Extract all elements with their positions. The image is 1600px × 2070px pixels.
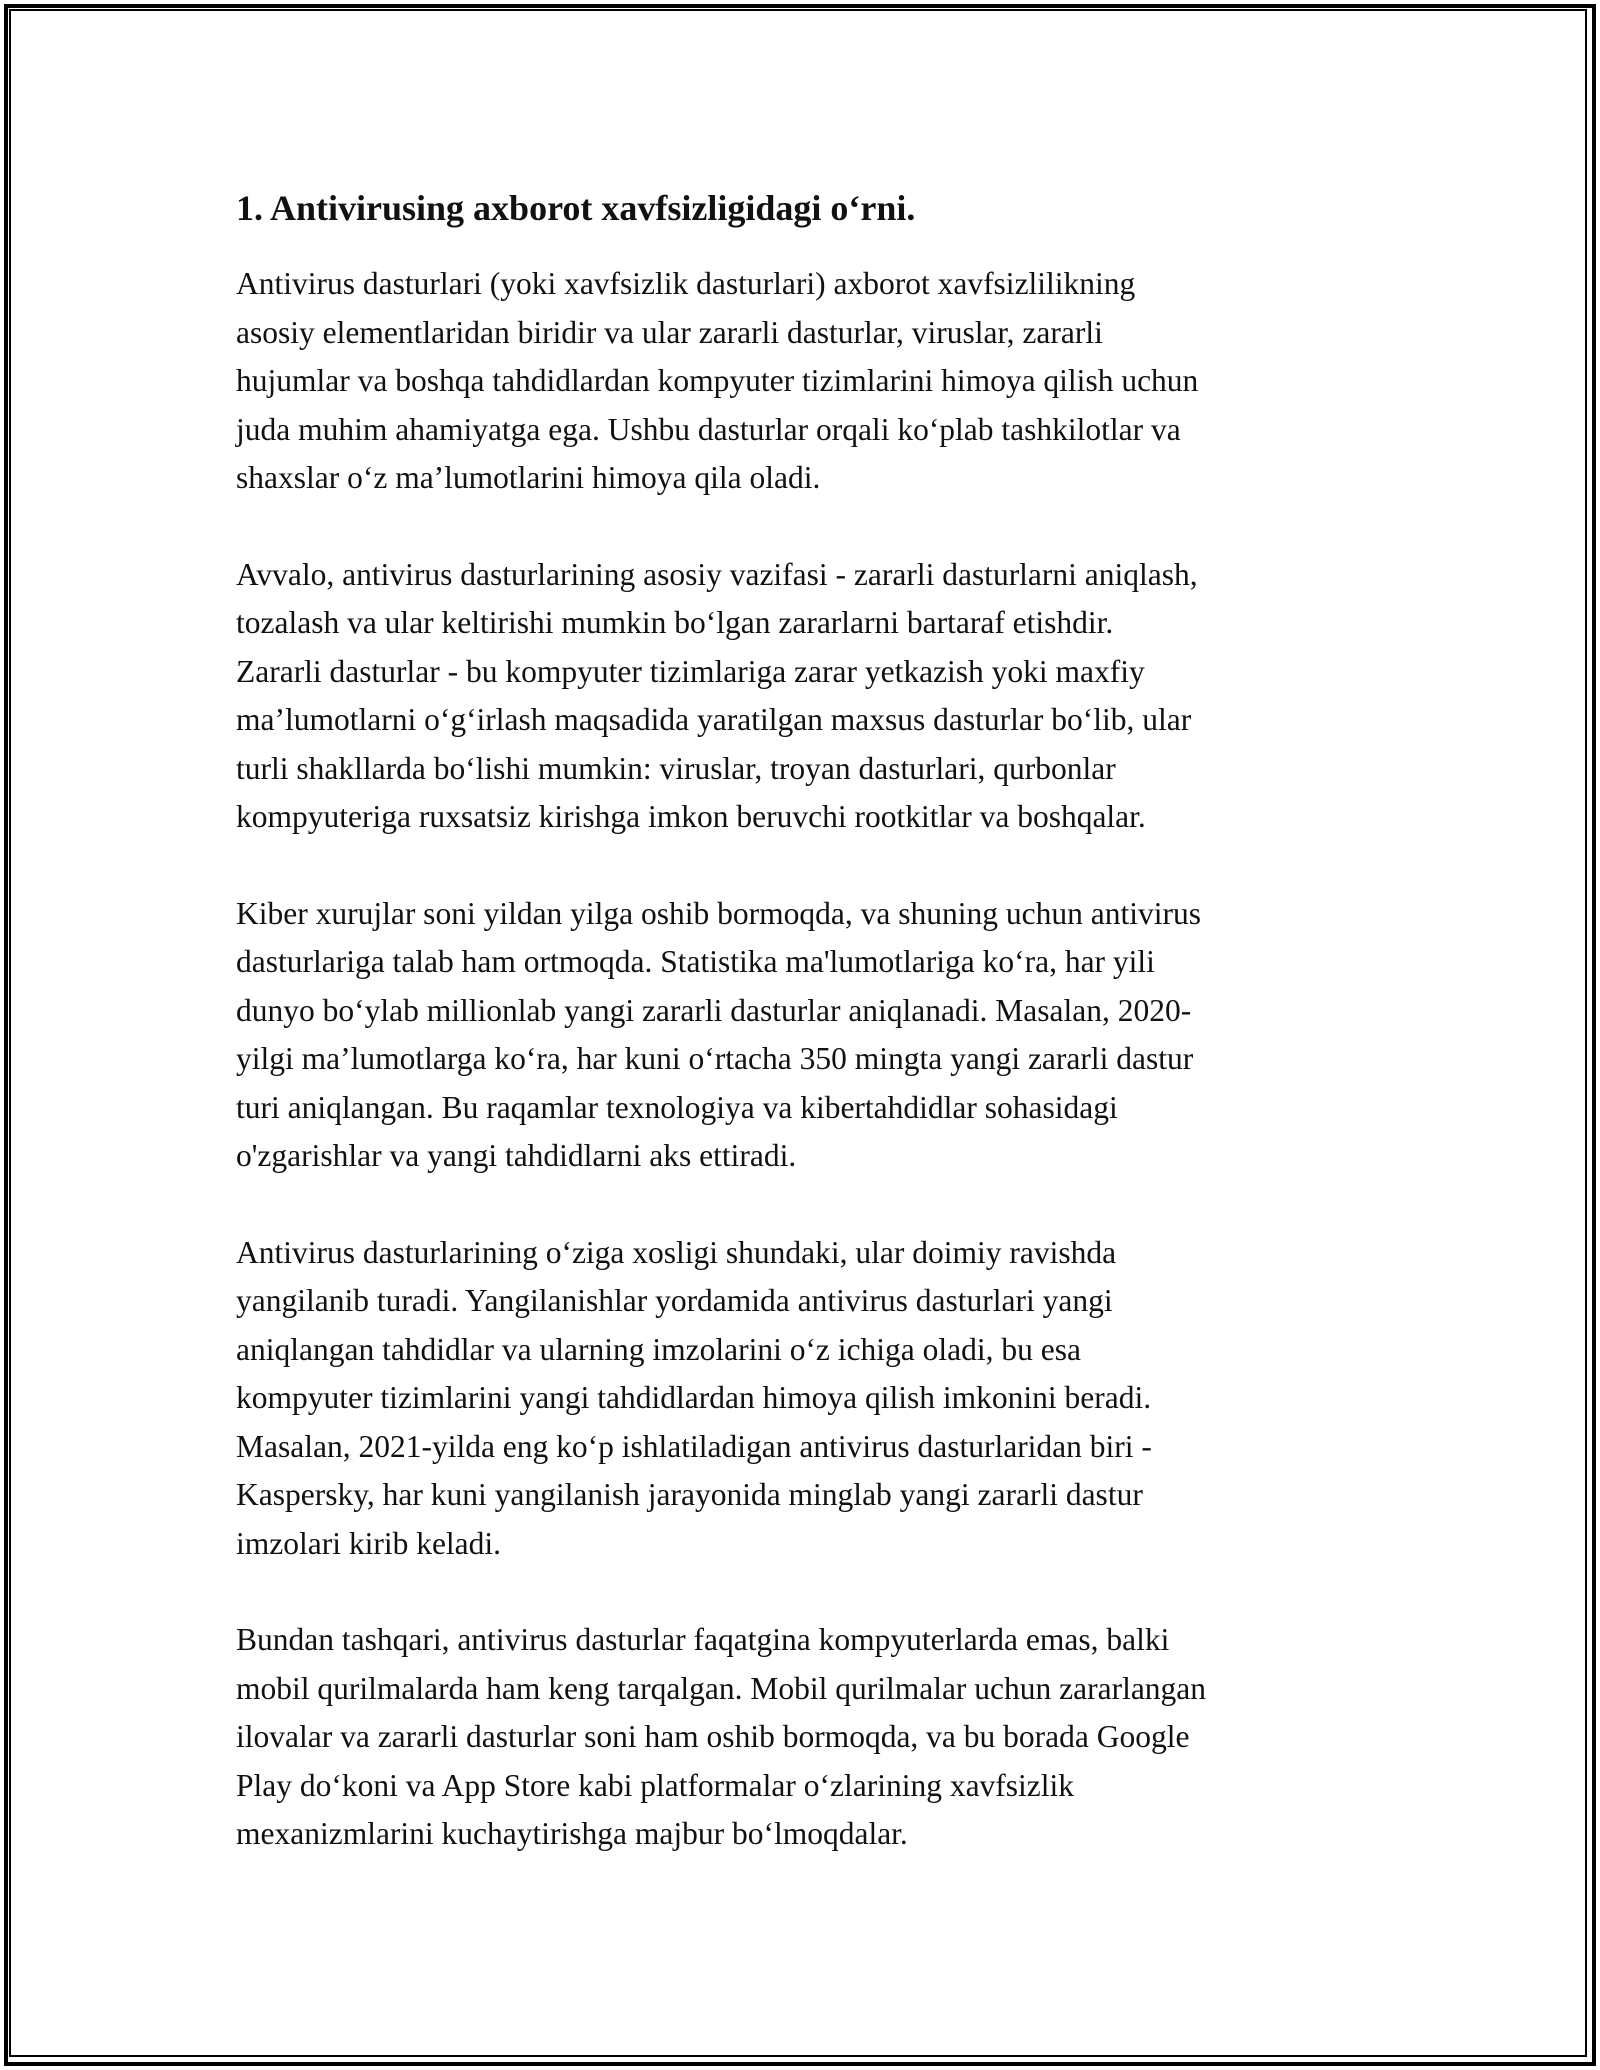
text-line: Antivirus dasturlari (yoki xavfsizlik dasturlari) axborot xavfsizlilikning bbox=[236, 266, 1136, 301]
text-line: Antivirus dasturlarining o‘ziga xosligi shundaki, ular doimiy ravishda bbox=[236, 1234, 1117, 1270]
paragraph-4 bbox=[236, 1229, 1366, 1569]
text-line: Masalan, 2021-yilda eng ko‘p ishlatiladigan antivirus dasturlaridan biri - bbox=[236, 1428, 1152, 1464]
text-line: kompyuter tizimlarini yangi tahdidlardan himoya qilish imkonini beradi. bbox=[236, 1380, 1152, 1415]
text-line: yilgi ma’lumotlarga ko‘ra, har kuni o‘rtacha 350 mingta yangi zararli dastur bbox=[236, 1041, 1194, 1076]
text-line: o'zgarishlar va yangi tahdidlarni aks ettiradi. bbox=[236, 1138, 797, 1173]
text-line: aniqlangan tahdidlar va ularning imzolarini o‘z ichiga oladi, bu esa bbox=[236, 1331, 1081, 1367]
text-line: dasturlariga talab ham ortmoqda. Statistika ma'lumotlariga ko‘ra, har yili bbox=[236, 944, 1155, 979]
text-line: ma’lumotlarni o‘g‘irlash maqsadida yaratilgan maxsus dasturlar bo‘lib, ular bbox=[236, 702, 1192, 737]
text-line: juda muhim ahamiyatga ega. Ushbu dasturlar orqali ko‘plab tashkilotlar va bbox=[236, 411, 1181, 447]
text-line: asosiy elementlaridan biridir va ular zararli dasturlar, viruslar, zararli bbox=[236, 314, 1103, 350]
text-line: Zararli dasturlar - bu kompyuter tizimlariga zarar yetkazish yoki maxfiy bbox=[236, 653, 1145, 689]
text-line: Kiber xurujlar soni yildan yilga oshib bormoqda, va shuning uchun antivirus bbox=[236, 895, 1201, 931]
text-line: mexanizmlarini kuchaytirishga majbur bo‘lmoqdalar. bbox=[236, 1816, 908, 1851]
document-body bbox=[236, 184, 1366, 1907]
text-line: Avvalo, antivirus dasturlarining asosiy vazifasi - zararli dasturlarni aniqlash, bbox=[236, 556, 1198, 592]
text-line: turi aniqlangan. Bu raqamlar texnologiya va kibertahdidlar sohasidagi bbox=[236, 1089, 1118, 1125]
section-heading: 1. Antivirusing axborot xavfsizligidagi o‘rni. bbox=[236, 188, 916, 228]
text-line: dunyo bo‘ylab millionlab yangi zararli dasturlar aniqlanadi. Masalan, 2020- bbox=[236, 992, 1192, 1028]
text-line: shaxslar o‘z ma’lumotlarini himoya qila oladi. bbox=[236, 460, 821, 495]
paragraph-5 bbox=[236, 1616, 1366, 1859]
text-line: ilovalar va zararli dasturlar soni ham oshib bormoqda, va bu borada Google bbox=[236, 1719, 1190, 1754]
text-line: tozalash va ular keltirishi mumkin bo‘lgan zararlarni bartaraf etishdir. bbox=[236, 605, 1114, 640]
paragraph-1 bbox=[236, 260, 1366, 503]
text-line: hujumlar va boshqa tahdidlardan kompyuter tizimlarini himoya qilish uchun bbox=[236, 363, 1199, 398]
text-line: mobil qurilmalarda ham keng tarqalgan. Mobil qurilmalar uchun zararlangan bbox=[236, 1670, 1207, 1706]
text-line: kompyuteriga ruxsatsiz kirishga imkon beruvchi rootkitlar va boshqalar. bbox=[236, 799, 1146, 834]
paragraph-3 bbox=[236, 890, 1366, 1181]
text-line: yangilanib turadi. Yangilanishlar yordamida antivirus dasturlari yangi bbox=[236, 1283, 1113, 1318]
text-line: Play do‘koni va App Store kabi platformalar o‘zlarining xavfsizlik bbox=[236, 1767, 1075, 1803]
paragraph-2 bbox=[236, 551, 1366, 842]
text-line: Bundan tashqari, antivirus dasturlar faqatgina kompyuterlarda emas, balki bbox=[236, 1622, 1170, 1657]
text-line: imzolari kirib keladi. bbox=[236, 1525, 502, 1561]
text-line: Kaspersky, har kuni yangilanish jarayonida minglab yangi zararli dastur bbox=[236, 1477, 1143, 1512]
text-line: turli shakllarda bo‘lishi mumkin: viruslar, troyan dasturlari, qurbonlar bbox=[236, 750, 1116, 786]
